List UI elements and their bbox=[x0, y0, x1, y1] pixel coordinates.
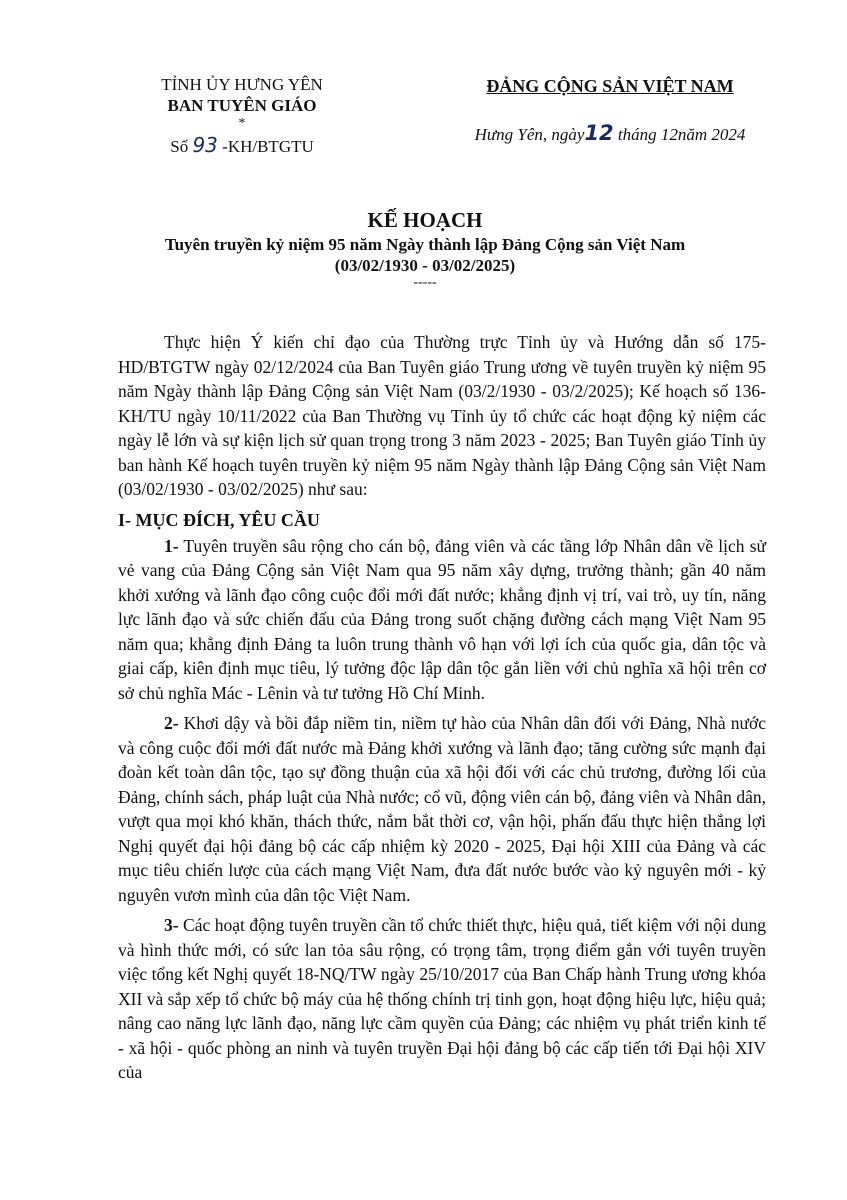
section-heading: I- MỤC ĐÍCH, YÊU CẦU bbox=[118, 509, 320, 530]
national-header bbox=[440, 74, 780, 146]
item-2-text: Khơi dậy và bồi đắp niềm tin, niềm tự hào của Nhân dân đối với Đảng, Nhà nước và công cuộc đổi mới đất nước mà Đảng khởi xướng và lãnh đạo; tăng cường sức mạnh đại đoàn kết toàn dân tộc, tạo sự đồng thuận của xã hội đối với các chủ trương, đường lối của Đảng, chính sách, pháp luật của Nhà nước; cổ vũ, động viên cán bộ, đảng viên và Nhân dân, vượt qua mọi khó khăn, thách thức, nắm bắt thời cơ, vận hội, phấn đấu thực hiện thắng lợi Nghị quyết đại hội đảng bộ các cấp nhiệm kỳ 2020 - 2025, Đại hội XIII của Đảng và các mục tiêu chiến lược của cách mạng Việt Nam, đưa đất nước bước vào kỷ nguyên mới - kỷ nguyên vươn mình của dân tộc Việt Nam. bbox=[118, 713, 766, 905]
date-prefix: Hưng Yên, ngày bbox=[474, 125, 585, 144]
paragraph-item-3 bbox=[118, 913, 766, 1085]
org-line-1: TỈNH ỦY HƯNG YÊN bbox=[161, 75, 323, 94]
party-name: ĐẢNG CỘNG SẢN VIỆT NAM bbox=[486, 76, 734, 96]
title-separator: ----- bbox=[413, 275, 437, 290]
title-subtitle: Tuyên truyền kỷ niệm 95 năm Ngày thành lập Đảng Cộng sản Việt Nam bbox=[164, 235, 686, 254]
issuer-block bbox=[122, 74, 362, 158]
document-body bbox=[118, 330, 766, 1091]
org-line-2: BAN TUYÊN GIÁO bbox=[167, 96, 317, 115]
item-3-text: Các hoạt động tuyên truyền cần tổ chức thiết thực, hiệu quả, tiết kiệm với nội dung và hình thức mới, có sức lan tỏa sâu rộng, có trọng tâm, trọng điểm gắn với tuyên truyền việc tổng kết Nghị quyết 18-NQ/TW ngày 25/10/2017 của Ban Chấp hành Trung ương khóa XII và sắp xếp tổ chức bộ máy của hệ thống chính trị tinh gọn, hoạt động hiệu lực, hiệu quả; nâng cao năng lực lãnh đạo, năng lực cầm quyền của Đảng; các nhiệm vụ phát triển kinh tế - xã hội - quốc phòng an ninh và tuyên truyền Đại hội đảng bộ các cấp tiến tới Đại hội XIV của bbox=[118, 915, 766, 1082]
title-main: KẾ HOẠCH bbox=[367, 208, 483, 232]
item-1-text: Tuyên truyền sâu rộng cho cán bộ, đảng viên và các tầng lớp Nhân dân về lịch sử vẻ vang của Đảng Cộng sản Việt Nam qua 95 năm xây dựng, trưởng thành; gần 40 năm khởi xướng và lãnh đạo công cuộc đổi mới đất nước; khẳng định vị trí, vai trò, uy tín, năng lực lãnh đạo và sức chiến đấu của Đảng trong suốt chặng đường cách mạng Việt Nam 95 năm qua; khẳng định Đảng ta luôn trung thành vô hạn với lợi ích của quốc gia, dân tộc và giai cấp, kiên định mục tiêu, lý tưởng độc lập dân tộc gắn liền với chủ nghĩa xã hội trên cơ sở chủ nghĩa Mác - Lênin và tư tưởng Hồ Chí Minh. bbox=[118, 535, 766, 703]
number-suffix: -KH/BTGTU bbox=[222, 137, 314, 156]
item-3-number: 3- bbox=[164, 915, 179, 935]
paragraph-item-2 bbox=[118, 711, 766, 907]
star-mark: * bbox=[238, 116, 246, 131]
item-1-number: 1- bbox=[164, 535, 179, 556]
intro-paragraph: Thực hiện Ý kiến chỉ đạo của Thường trực Tỉnh ủy và Hướng dẫn số 175-HD/BTGTW ngày 02/12/2024 của Ban Tuyên giáo Trung ương về tuyên truyền kỷ niệm 95 năm Ngày thành lập Đảng Cộng sản Việt Nam (03/2/1930 - 03/2/2025); Kế hoạch số 136-KH/TU ngày 10/11/2022 của Ban Thường vụ Tỉnh ủy tổ chức các hoạt động kỷ niệm các ngày lễ lớn và sự kiện lịch sử quan trọng trong 3 năm 2023 - 2025; Ban Tuyên giáo Tỉnh ủy ban hành Kế hoạch tuyên truyền kỷ niệm 95 năm Ngày thành lập Đảng Cộng sản Việt Nam (03/02/1930 - 03/02/2025) như sau: bbox=[118, 332, 766, 499]
date-suffix: tháng 12năm 2024 bbox=[617, 125, 746, 144]
document-title bbox=[90, 206, 760, 290]
paragraph-item-1 bbox=[118, 534, 766, 706]
item-2-number: 2- bbox=[164, 713, 179, 733]
date-day-handwritten: 12 bbox=[584, 121, 614, 145]
number-prefix: Số bbox=[170, 137, 189, 156]
place-date bbox=[440, 122, 780, 146]
number-handwritten: 93 bbox=[192, 133, 218, 157]
title-dates: (03/02/1930 - 03/02/2025) bbox=[334, 256, 516, 275]
document-number bbox=[122, 134, 362, 158]
